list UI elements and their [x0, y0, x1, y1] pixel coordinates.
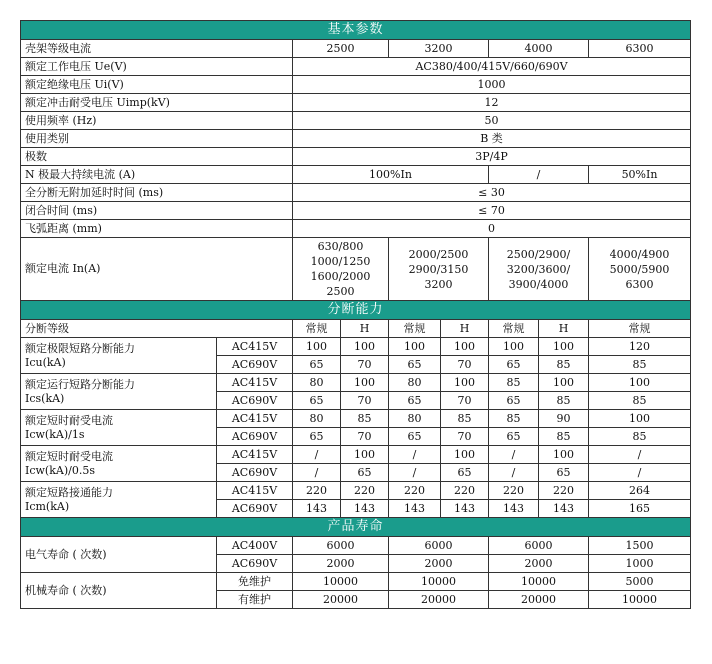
voltage-cell: AC690V — [217, 392, 293, 410]
breaking-value: 85 — [589, 392, 691, 410]
rated-current-line: 6300 — [625, 277, 654, 291]
breaking-value: 100 — [589, 374, 691, 392]
breaking-value: 143 — [489, 500, 539, 518]
table-row — [21, 148, 691, 166]
voltage-cell: AC690V — [217, 428, 293, 446]
frame-6300: 6300 — [589, 40, 691, 58]
breaking-value: 100 — [341, 446, 389, 464]
breaking-value: 220 — [389, 482, 441, 500]
break-time-label: 全分断无附加延时时间 (ms) — [21, 184, 293, 202]
breaking-value: 70 — [441, 428, 489, 446]
rated-current-line: 3900/4000 — [508, 277, 569, 291]
table-row — [21, 166, 691, 184]
table-row — [21, 320, 691, 338]
breaking-value: 143 — [293, 500, 341, 518]
ue-label: 额定工作电压 Ue(V) — [21, 58, 293, 76]
rated-current-4000 — [489, 238, 589, 301]
spec-table — [20, 20, 691, 609]
breaking-value: 100 — [389, 338, 441, 356]
breaking-value: 90 — [539, 410, 589, 428]
break-time-value: ≤ 30 — [293, 184, 691, 202]
life-value: 10000 — [389, 573, 489, 591]
voltage-cell: AC415V — [217, 446, 293, 464]
breaking-value: 100 — [589, 410, 691, 428]
breaking-value: 80 — [293, 374, 341, 392]
breaking-value: 120 — [589, 338, 691, 356]
table-row — [21, 76, 691, 94]
breaking-group-title: 额定短路接通能力 — [25, 485, 113, 499]
breaking-group-title: 额定短时耐受电流 — [25, 449, 113, 463]
freq-value: 50 — [293, 112, 691, 130]
breaking-value: 85 — [589, 428, 691, 446]
rated-current-2500 — [293, 238, 389, 301]
table-row — [21, 94, 691, 112]
voltage-cell: AC690V — [217, 500, 293, 518]
breaking-value: 65 — [489, 392, 539, 410]
frame-label: 壳架等级电流 — [21, 40, 293, 58]
life-value: 10000 — [293, 573, 389, 591]
breaking-value: 100 — [539, 446, 589, 464]
table-row — [21, 238, 691, 301]
breaking-value: 220 — [441, 482, 489, 500]
rated-current-line: 5000/5900 — [609, 262, 670, 276]
arc-value: 0 — [293, 220, 691, 238]
table-row — [21, 58, 691, 76]
npole-label: N 极最大持续电流 (A) — [21, 166, 293, 184]
npole-value-3: 50%In — [589, 166, 691, 184]
rated-current-line: 2500/2900/ — [506, 247, 571, 261]
voltage-cell: AC415V — [217, 338, 293, 356]
rated-current-line: 2500 — [326, 285, 355, 298]
table-row — [21, 573, 691, 591]
breaking-value: 85 — [589, 356, 691, 374]
life-value: 1000 — [589, 555, 691, 573]
category-label: 使用类别 — [21, 130, 293, 148]
frame-2500: 2500 — [293, 40, 389, 58]
breaking-value: 143 — [441, 500, 489, 518]
life-value: 1500 — [589, 537, 691, 555]
breaking-group-unit: Icu(kA) — [25, 355, 66, 369]
breaking-value: 65 — [389, 392, 441, 410]
life-value: 10000 — [589, 591, 691, 609]
breaking-value: / — [489, 464, 539, 482]
breaking-value: / — [293, 446, 341, 464]
breaking-value: 65 — [489, 356, 539, 374]
voltage-cell: AC690V — [217, 356, 293, 374]
electrical-life-label: 电气寿命 ( 次数) — [21, 537, 217, 573]
rated-current-line: 3200 — [424, 277, 453, 291]
breaking-body — [21, 338, 691, 518]
breaking-value: 70 — [341, 392, 389, 410]
breaking-group-label — [21, 338, 217, 374]
breaking-value: 85 — [489, 374, 539, 392]
ui-value: 1000 — [293, 76, 691, 94]
grade-col: H — [341, 320, 389, 338]
grade-col: 常规 — [489, 320, 539, 338]
life-sub: AC690V — [217, 555, 293, 573]
arc-label: 飞弧距离 (mm) — [21, 220, 293, 238]
life-sub: 有维护 — [217, 591, 293, 609]
close-time-label: 闭合时间 (ms) — [21, 202, 293, 220]
section-basic-header: 基本参数 — [21, 21, 691, 40]
breaking-value: / — [589, 464, 691, 482]
breaking-value: 70 — [341, 356, 389, 374]
rated-current-6300 — [589, 238, 691, 301]
uimp-label: 额定冲击耐受电压 Uimp(kV) — [21, 94, 293, 112]
rated-current-3200 — [389, 238, 489, 301]
life-value: 6000 — [389, 537, 489, 555]
life-value: 2000 — [389, 555, 489, 573]
grade-col: 常规 — [589, 320, 691, 338]
uimp-value: 12 — [293, 94, 691, 112]
breaking-value: 100 — [441, 374, 489, 392]
table-row — [21, 374, 691, 392]
life-value: 20000 — [293, 591, 389, 609]
breaking-value: 143 — [539, 500, 589, 518]
rated-current-line: 3200/3600/ — [506, 262, 571, 276]
life-value: 20000 — [489, 591, 589, 609]
breaking-group-label — [21, 482, 217, 518]
rated-current-line: 2900/3150 — [408, 262, 469, 276]
life-value: 6000 — [489, 537, 589, 555]
close-time-value: ≤ 70 — [293, 202, 691, 220]
poles-label: 极数 — [21, 148, 293, 166]
breaking-group-label — [21, 446, 217, 482]
rated-current-line: 1600/2000 — [310, 270, 371, 283]
breaking-value: 220 — [293, 482, 341, 500]
rated-current-line: 630/800 — [317, 240, 364, 253]
rated-current-line: 1000/1250 — [310, 255, 371, 268]
breaking-value: 220 — [489, 482, 539, 500]
breaking-value: 65 — [441, 464, 489, 482]
grade-col: H — [539, 320, 589, 338]
breaking-value: 85 — [441, 410, 489, 428]
breaking-value: 70 — [441, 392, 489, 410]
life-value: 10000 — [489, 573, 589, 591]
breaking-value: 143 — [389, 500, 441, 518]
life-sub: 免维护 — [217, 573, 293, 591]
poles-value: 3P/4P — [293, 148, 691, 166]
breaking-value: 165 — [589, 500, 691, 518]
breaking-group-unit: Icw(kA)/0.5s — [25, 463, 95, 477]
breaking-value: 85 — [539, 428, 589, 446]
breaking-group-unit: Icm(kA) — [25, 499, 70, 513]
life-value: 2000 — [293, 555, 389, 573]
voltage-cell: AC415V — [217, 410, 293, 428]
breaking-value: 65 — [341, 464, 389, 482]
breaking-value: 220 — [539, 482, 589, 500]
breaking-value: 65 — [389, 428, 441, 446]
breaking-value: 100 — [441, 338, 489, 356]
breaking-group-title: 额定短时耐受电流 — [25, 413, 113, 427]
npole-value-1: 100%In — [293, 166, 489, 184]
breaking-value: 85 — [539, 392, 589, 410]
breaking-group-unit: Icw(kA)/1s — [25, 427, 85, 441]
breaking-group-title: 额定极限短路分断能力 — [25, 341, 135, 355]
rated-current-label: 额定电流 In(A) — [21, 238, 293, 301]
breaking-value: / — [389, 464, 441, 482]
breaking-value: 65 — [293, 392, 341, 410]
breaking-value: / — [589, 446, 691, 464]
grade-col: 常规 — [293, 320, 341, 338]
grade-col: 常规 — [389, 320, 441, 338]
breaking-value: / — [489, 446, 539, 464]
voltage-cell: AC690V — [217, 464, 293, 482]
frame-3200: 3200 — [389, 40, 489, 58]
breaking-value: 65 — [293, 356, 341, 374]
table-row — [21, 112, 691, 130]
section-breaking-header: 分断能力 — [21, 301, 691, 320]
breaking-value: 85 — [489, 410, 539, 428]
breaking-value: 100 — [341, 338, 389, 356]
breaking-value: / — [293, 464, 341, 482]
mechanical-life-label: 机械寿命 ( 次数) — [21, 573, 217, 609]
rated-current-line: 4000/4900 — [609, 247, 670, 261]
life-value: 2000 — [489, 555, 589, 573]
breaking-value: 70 — [341, 428, 389, 446]
table-row — [21, 202, 691, 220]
breaking-group-unit: Ics(kA) — [25, 391, 65, 405]
table-row — [21, 482, 691, 500]
life-value: 5000 — [589, 573, 691, 591]
table-row — [21, 537, 691, 555]
breaking-value: / — [389, 446, 441, 464]
breaking-value: 100 — [293, 338, 341, 356]
table-row — [21, 130, 691, 148]
breaking-value: 80 — [293, 410, 341, 428]
breaking-value: 85 — [539, 356, 589, 374]
life-sub: AC400V — [217, 537, 293, 555]
table-row — [21, 338, 691, 356]
rated-current-line: 2000/2500 — [408, 247, 469, 261]
frame-4000: 4000 — [489, 40, 589, 58]
freq-label: 使用频率 (Hz) — [21, 112, 293, 130]
breaking-value: 100 — [539, 374, 589, 392]
breaking-value: 143 — [341, 500, 389, 518]
breaking-value: 80 — [389, 410, 441, 428]
breaking-value: 65 — [539, 464, 589, 482]
life-value: 20000 — [389, 591, 489, 609]
breaking-value: 100 — [441, 446, 489, 464]
breaking-group-label — [21, 374, 217, 410]
breaking-value: 85 — [341, 410, 389, 428]
table-row — [21, 220, 691, 238]
breaking-value: 264 — [589, 482, 691, 500]
category-value: B 类 — [293, 130, 691, 148]
voltage-cell: AC415V — [217, 482, 293, 500]
breaking-value: 65 — [389, 356, 441, 374]
breaking-value: 100 — [341, 374, 389, 392]
breaking-value: 220 — [341, 482, 389, 500]
section-life-header: 产品寿命 — [21, 518, 691, 537]
table-row — [21, 40, 691, 58]
breaking-value: 65 — [489, 428, 539, 446]
breaking-grade-label: 分断等级 — [21, 320, 293, 338]
table-row — [21, 446, 691, 464]
voltage-cell: AC415V — [217, 374, 293, 392]
breaking-value: 100 — [539, 338, 589, 356]
breaking-value: 100 — [489, 338, 539, 356]
breaking-value: 70 — [441, 356, 489, 374]
breaking-value: 65 — [293, 428, 341, 446]
life-value: 6000 — [293, 537, 389, 555]
spec-sheet — [20, 20, 690, 609]
ui-label: 额定绝缘电压 Ui(V) — [21, 76, 293, 94]
breaking-group-label — [21, 410, 217, 446]
ue-value: AC380/400/415V/660/690V — [293, 58, 691, 76]
breaking-group-title: 额定运行短路分断能力 — [25, 377, 135, 391]
breaking-value: 80 — [389, 374, 441, 392]
table-row — [21, 184, 691, 202]
table-row — [21, 410, 691, 428]
grade-col: H — [441, 320, 489, 338]
npole-value-2: / — [489, 166, 589, 184]
